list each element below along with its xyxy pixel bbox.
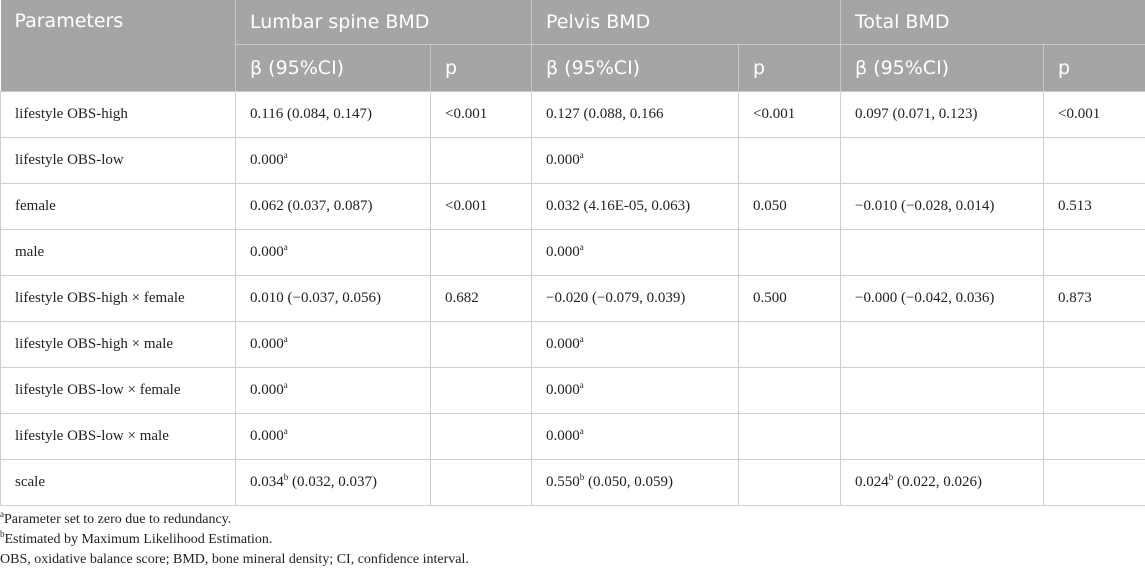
cell-p-value bbox=[431, 322, 532, 368]
footnote-text: Estimated by Maximum Likelihood Estimation. bbox=[4, 532, 273, 547]
cell-value: 0.010 (−0.037, 0.056) bbox=[250, 290, 381, 306]
cell-value: 0.500 bbox=[753, 290, 787, 306]
cell-p-value bbox=[431, 92, 532, 138]
cell-p-value bbox=[431, 276, 532, 322]
row-parameter: lifestyle OBS-high × female bbox=[1, 276, 236, 322]
cell-p-value bbox=[739, 92, 841, 138]
cell-beta-ci bbox=[236, 92, 431, 138]
footnote-marker: a bbox=[283, 380, 288, 390]
cell-p-value bbox=[739, 322, 841, 368]
cell-value: 0.000 bbox=[250, 244, 284, 260]
cell-value: <0.001 bbox=[445, 198, 488, 214]
cell-p-value bbox=[1044, 414, 1145, 460]
cell-p-value bbox=[739, 276, 841, 322]
cell-beta-ci bbox=[841, 368, 1044, 414]
cell-beta-ci bbox=[236, 460, 431, 506]
header-total-bmd: Total BMD bbox=[841, 0, 1145, 45]
footnote-marker: b bbox=[283, 472, 289, 482]
footnote bbox=[0, 530, 1145, 550]
footnote-marker: a bbox=[0, 509, 4, 519]
cell-value: <0.001 bbox=[1058, 106, 1101, 122]
row-parameter: male bbox=[1, 230, 236, 276]
row-parameter: scale bbox=[1, 460, 236, 506]
cell-p-value bbox=[431, 368, 532, 414]
cell-ci: (0.022, 0.026) bbox=[893, 474, 982, 490]
cell-beta-ci bbox=[532, 138, 739, 184]
cell-value: <0.001 bbox=[445, 106, 488, 122]
cell-value: 0.000 bbox=[546, 382, 580, 398]
footnote-marker: a bbox=[579, 150, 584, 160]
cell-value: 0.116 (0.084, 0.147) bbox=[250, 106, 372, 122]
cell-p-value bbox=[1044, 276, 1145, 322]
footnote-marker: a bbox=[579, 242, 584, 252]
footnote-marker: b bbox=[579, 472, 585, 482]
table-header bbox=[1, 0, 1145, 92]
cell-p-value bbox=[739, 138, 841, 184]
cell-value: −0.000 (−0.042, 0.036) bbox=[855, 290, 995, 306]
cell-value: 0.550 bbox=[546, 474, 580, 490]
cell-beta-ci bbox=[841, 414, 1044, 460]
cell-value: 0.000 bbox=[250, 336, 284, 352]
cell-value: −0.010 (−0.028, 0.014) bbox=[855, 198, 995, 214]
table-body bbox=[1, 92, 1145, 506]
cell-beta-ci bbox=[841, 184, 1044, 230]
cell-value: 0.127 (0.088, 0.166 bbox=[546, 106, 664, 122]
table-footnotes bbox=[0, 510, 1145, 570]
cell-value: 0.000 bbox=[546, 244, 580, 260]
cell-value: 0.024 bbox=[855, 474, 889, 490]
header-beta-lumbar: β (95%CI) bbox=[236, 45, 431, 92]
table-row bbox=[1, 230, 1145, 276]
cell-p-value bbox=[739, 460, 841, 506]
cell-value: 0.682 bbox=[445, 290, 479, 306]
cell-value: <0.001 bbox=[753, 106, 796, 122]
cell-beta-ci bbox=[841, 276, 1044, 322]
footnote-marker: a bbox=[579, 426, 584, 436]
cell-value: 0.873 bbox=[1058, 290, 1092, 306]
cell-beta-ci bbox=[236, 184, 431, 230]
footnote bbox=[0, 510, 1145, 530]
cell-value: 0.097 (0.071, 0.123) bbox=[855, 106, 978, 122]
header-p-total: p bbox=[1044, 45, 1145, 92]
header-row-groups bbox=[1, 0, 1145, 45]
cell-value: 0.000 bbox=[250, 428, 284, 444]
cell-p-value bbox=[739, 414, 841, 460]
cell-p-value bbox=[431, 230, 532, 276]
footnote-text: Parameter set to zero due to redundancy. bbox=[4, 512, 232, 527]
table-row bbox=[1, 138, 1145, 184]
cell-p-value bbox=[431, 460, 532, 506]
cell-p-value bbox=[1044, 92, 1145, 138]
footnote-marker: a bbox=[283, 334, 288, 344]
cell-p-value bbox=[1044, 230, 1145, 276]
cell-beta-ci bbox=[236, 322, 431, 368]
footnote-marker: a bbox=[579, 380, 584, 390]
header-pelvis-bmd: Pelvis BMD bbox=[532, 0, 841, 45]
row-parameter: lifestyle OBS-high bbox=[1, 92, 236, 138]
cell-beta-ci bbox=[532, 230, 739, 276]
cell-value: 0.000 bbox=[546, 336, 580, 352]
cell-value: 0.062 (0.037, 0.087) bbox=[250, 198, 373, 214]
cell-beta-ci bbox=[841, 92, 1044, 138]
cell-beta-ci bbox=[236, 368, 431, 414]
cell-p-value bbox=[431, 414, 532, 460]
cell-p-value bbox=[1044, 138, 1145, 184]
footnote-text: OBS, oxidative balance score; BMD, bone mineral density; CI, confidence interval. bbox=[0, 552, 469, 567]
cell-value: 0.513 bbox=[1058, 198, 1092, 214]
table-row bbox=[1, 276, 1145, 322]
header-p-pelvis: p bbox=[739, 45, 841, 92]
cell-p-value bbox=[1044, 368, 1145, 414]
cell-beta-ci bbox=[532, 460, 739, 506]
cell-beta-ci bbox=[236, 414, 431, 460]
header-p-lumbar: p bbox=[431, 45, 532, 92]
row-parameter: lifestyle OBS-low × female bbox=[1, 368, 236, 414]
cell-beta-ci bbox=[841, 322, 1044, 368]
table-row bbox=[1, 184, 1145, 230]
cell-p-value bbox=[1044, 322, 1145, 368]
cell-p-value bbox=[431, 138, 532, 184]
header-lumbar-spine-bmd: Lumbar spine BMD bbox=[236, 0, 532, 45]
cell-p-value bbox=[739, 368, 841, 414]
cell-value: 0.032 (4.16E-05, 0.063) bbox=[546, 198, 691, 214]
row-parameter: female bbox=[1, 184, 236, 230]
table-row bbox=[1, 322, 1145, 368]
cell-p-value bbox=[1044, 460, 1145, 506]
table-row bbox=[1, 414, 1145, 460]
cell-beta-ci bbox=[532, 414, 739, 460]
cell-value: 0.050 bbox=[753, 198, 787, 214]
footnote-marker: a bbox=[283, 426, 288, 436]
table-row bbox=[1, 368, 1145, 414]
footnote bbox=[0, 550, 1145, 570]
footnote-marker: a bbox=[579, 334, 584, 344]
footnote-marker: a bbox=[283, 150, 288, 160]
header-beta-pelvis: β (95%CI) bbox=[532, 45, 739, 92]
cell-beta-ci bbox=[841, 230, 1044, 276]
cell-beta-ci bbox=[236, 230, 431, 276]
cell-p-value bbox=[431, 184, 532, 230]
footnote-marker: b bbox=[0, 529, 5, 539]
cell-value: 0.000 bbox=[546, 428, 580, 444]
cell-beta-ci bbox=[532, 92, 739, 138]
header-parameters: Parameters bbox=[1, 0, 236, 92]
cell-ci: (0.032, 0.037) bbox=[288, 474, 377, 490]
cell-value: 0.000 bbox=[250, 382, 284, 398]
cell-beta-ci bbox=[236, 276, 431, 322]
cell-beta-ci bbox=[532, 276, 739, 322]
row-parameter: lifestyle OBS-low bbox=[1, 138, 236, 184]
cell-p-value bbox=[1044, 184, 1145, 230]
cell-p-value bbox=[739, 184, 841, 230]
cell-value: 0.034 bbox=[250, 474, 284, 490]
cell-value: −0.020 (−0.079, 0.039) bbox=[546, 290, 686, 306]
cell-value: 0.000 bbox=[546, 152, 580, 168]
header-beta-total: β (95%CI) bbox=[841, 45, 1044, 92]
cell-beta-ci bbox=[532, 368, 739, 414]
cell-beta-ci bbox=[532, 184, 739, 230]
row-parameter: lifestyle OBS-high × male bbox=[1, 322, 236, 368]
cell-beta-ci bbox=[532, 322, 739, 368]
cell-beta-ci bbox=[841, 138, 1044, 184]
cell-beta-ci bbox=[236, 138, 431, 184]
row-parameter: lifestyle OBS-low × male bbox=[1, 414, 236, 460]
table-row bbox=[1, 92, 1145, 138]
cell-p-value bbox=[739, 230, 841, 276]
cell-beta-ci bbox=[841, 460, 1044, 506]
table-row bbox=[1, 460, 1145, 506]
cell-value: 0.000 bbox=[250, 152, 284, 168]
footnote-marker: b bbox=[888, 472, 894, 482]
cell-ci: (0.050, 0.059) bbox=[584, 474, 673, 490]
footnote-marker: a bbox=[283, 242, 288, 252]
